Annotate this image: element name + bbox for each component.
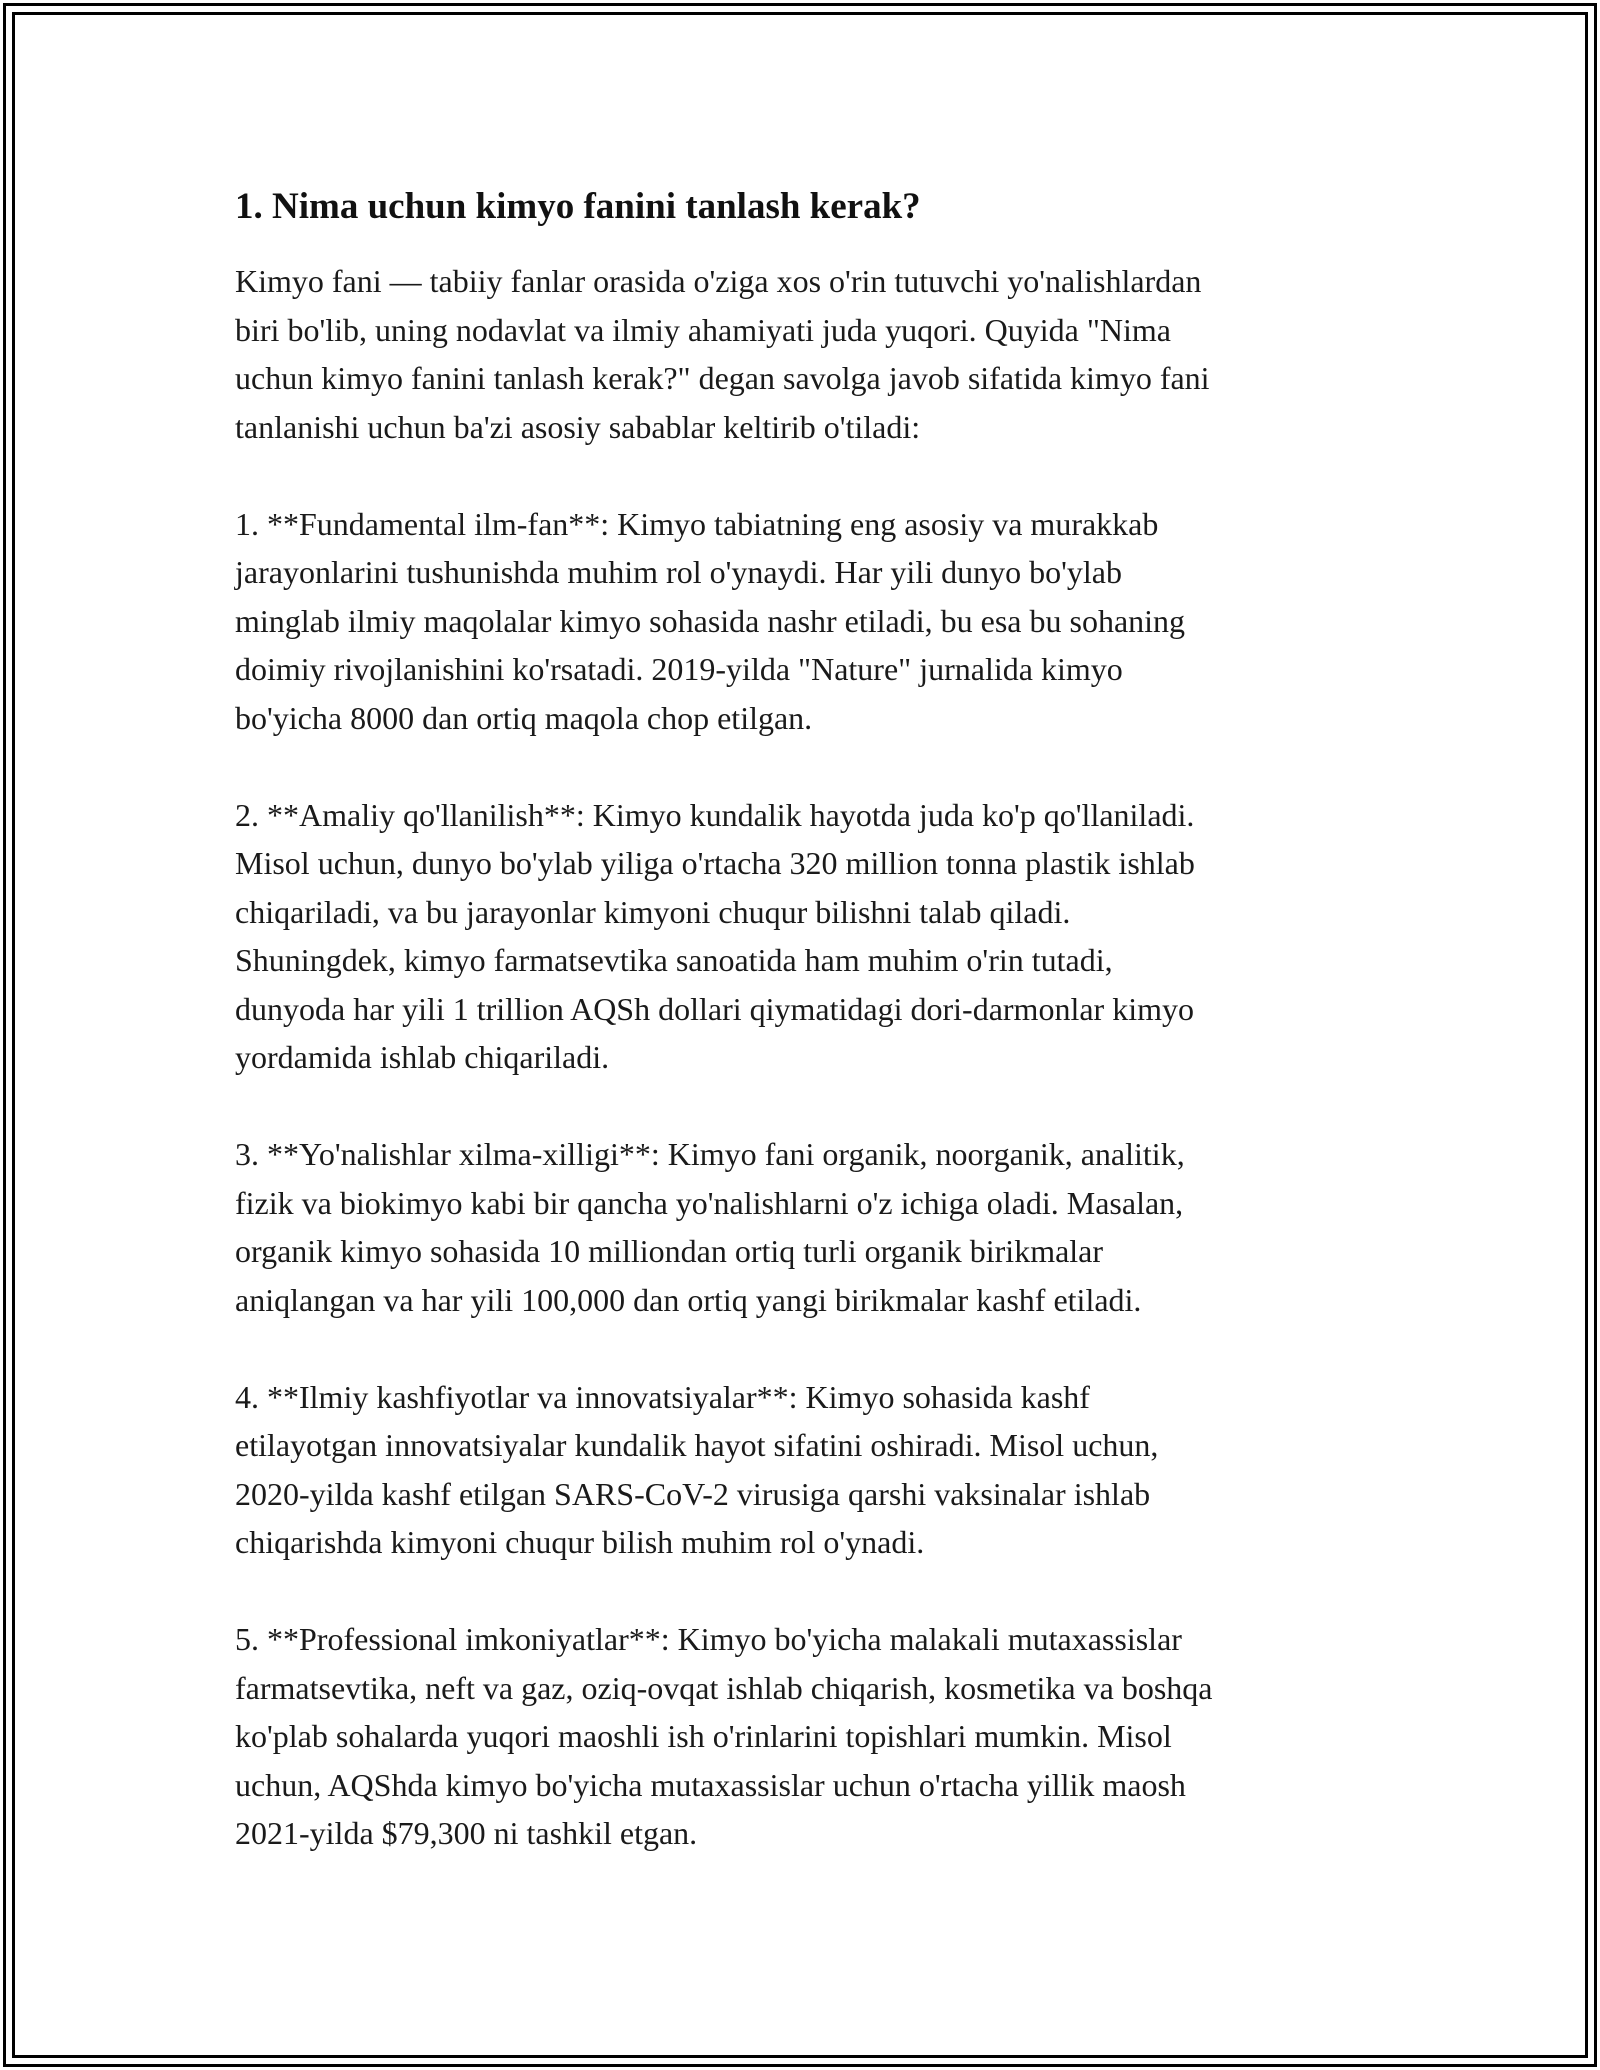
intro-paragraph: Kimyo fani — tabiiy fanlar orasida o'ziga xos o'rin tutuvchi yo'nalishlardan biri bo'lib, uning nodavlat va ilmiy ahamiyati juda yuqori. Quyida "Nima uchun kimyo fanini tanlash kerak?" degan savolga javob sifatida kimyo fani tanlanishi uchun ba'zi asosiy sabablar keltirib o'tiladi:	[235, 263, 1210, 445]
document-title: 1. Nima uchun kimyo fanini tanlash kerak?	[235, 186, 921, 227]
list-item-discoveries-innovations: 4. **Ilmiy kashfiyotlar va innovatsiyalar**: Kimyo sohasida kashf etilayotgan innovatsiyalar kundalik hayot sifatini oshiradi. Misol uchun, 2020-yilda kashf etilgan SARS-CoV-2 virusiga qarshi vaksinalar ishlab chiqarishda kimyoni chuqur bilish muhim rol o'ynadi.	[235, 1378, 1159, 1560]
list-item-practical-application: 2. **Amaliy qo'llanilish**: Kimyo kundalik hayotda juda ko'p qo'llaniladi. Misol uchun, dunyo bo'ylab yiliga o'rtacha 320 million tonna plastik ishlab chiqariladi, va bu jarayonlar kimyoni chuqur bilishni talab qiladi. Shuningdek, kimyo farmatsevtika sanoatida ham muhim o'rin tutadi, dunyoda har yili 1 trillion AQSh dollari qiymatidagi dori-darmonlar kimyo yordamida ishlab chiqariladi.	[235, 796, 1195, 1075]
list-item-professional-opportunities: 5. **Professional imkoniyatlar**: Kimyo bo'yicha malakali mutaxassislar farmatsevtika, neft va gaz, oziq-ovqat ishlab chiqarish, kosmetika va boshqa ko'plab sohalarda yuqori maoshli ish o'rinlarini topishlari mumkin. Misol uchun, AQShda kimyo bo'yicha mutaxassislar uchun o'rtacha yillik maosh 2021-yilda $79,300 ni tashkil etgan.	[235, 1621, 1213, 1851]
document-body	[235, 185, 1365, 1858]
list-item-fundamental-science: 1. **Fundamental ilm-fan**: Kimyo tabiatning eng asosiy va murakkab jarayonlarini tushunishda muhim rol o'ynaydi. Har yili dunyo bo'ylab minglab ilmiy maqolalar kimyo sohasida nashr etiladi, bu esa bu sohaning doimiy rivojlanishini ko'rsatadi. 2019-yilda "Nature" jurnalida kimyo bo'yicha 8000 dan ortiq maqola chop etilgan.	[235, 505, 1186, 736]
list-item-field-diversity: 3. **Yo'nalishlar xilma-xilligi**: Kimyo fani organik, noorganik, analitik, fizik va biokimyo kabi bir qancha yo'nalishlarni o'z ichiga oladi. Masalan, organik kimyo sohasida 10 milliondan ortiq turli organik birikmalar aniqlangan va har yili 100,000 dan ortiq yangi birikmalar kashf etiladi.	[235, 1136, 1185, 1318]
